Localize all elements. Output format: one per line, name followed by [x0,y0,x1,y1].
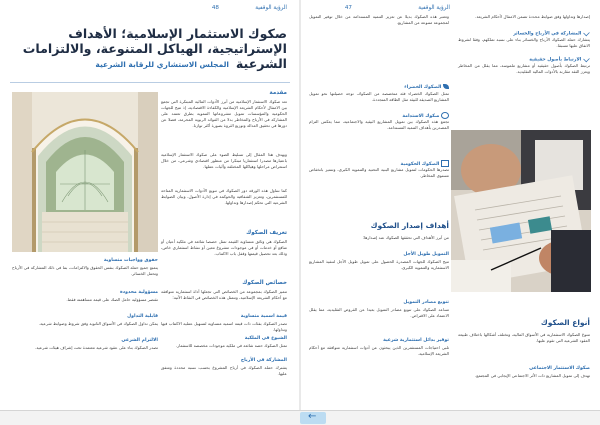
intro-paragraph-1: تعد صكوك الاستثمار الإسلامية من أبرز الأدوات المالية المبتكرة التي تجمع بين الامتثال لأحكام الشريعة الإسلامية والكفاءة الاقتصادية، إذ تتيح للجهات الحكومية والمؤسسات تمويل مشروعاتها التنموية بطرق تعتمد على المشاركة في الأرباح والمخاطر بدلا من الفوائد الربوية المحرمة، فضلا عن دورها في تحقيق العدالة وتوزيع الثروة بصورة أكثر توازنا. [161,99,287,128]
intro-heading: مقدمة [269,90,287,96]
types-heading: أنواع الصكوك [540,318,590,327]
bullet-heading: حقوق وواجبات متساوية [103,258,158,263]
intro-paragraph-3: كما نتناول هذه الورقة دور الصكوك في تنويع الأدوات الاستثمارية المتاحة للمستثمرين، وتعزيز الشفافية والحوكمة في إدارة الأصول، وبيان الضوابط الشرعية التي تحكم إصدارها وتداولها. [161,188,287,205]
bullet-text: تصدر الصكوك بناء على عقود شرعية معتمدة تحت إشراف هيئات شرعية. [35,345,158,350]
col1-item-text: يتشارك حملة الصكوك الأرباح والخسائر بناء على نسبة تملكهم، وفقا لشروط الاتفاق عليها مسبقا. [458,37,590,48]
types-item-heading: صكوك الاستثمار الاجتماعي [529,366,590,371]
characteristics-heading: خصائص الصكوك [242,280,287,286]
bullet-text: يمكن تداول الصكوك في الأسواق الثانوية وفق شروط وضوابط شرعية. [38,321,158,326]
col2-item-text: تصدرها الحكومات لتمويل مشاريع البنية التحتية والتنموية الكبرى، وتتميز بانخفاض مستوى المخاطر. [309,167,449,178]
documents-photo [451,130,591,292]
left-page [0,0,299,410]
definition-paragraph: الصكوك هي وثائق متساوية القيمة تمثل حصصا شائعة في ملكية أعيان أو منافع أو خدمات أو في موجودات مشروع معين أو نشاط استثماري خاص، وذلك بعد تحصيل قيمتها وقفل باب الاكتتاب. [161,239,287,256]
bullet-heading: مسؤولية محدودة [120,290,158,295]
goal-text: تتيح الصكوك للجهات المصدرة الحصول على تمويل طويل الأجل لتنفيذ المشاريع الاستثمارية والتنموية الكبرى. [309,259,449,270]
col1-item-text: ترتبط الصكوك بأصول حقيقية أو مشاريع ملموسة، مما يقلل من المخاطر ويعزز الثقة مقارنة بالأدوات المالية التقليدية. [458,63,590,74]
bullet-heading: الالتزام الشرعي [121,338,158,343]
arrow-left-icon: ← [308,411,317,422]
right-page [301,0,600,410]
bullet-heading: الشيوع في الملكية [244,336,287,341]
types-item-text: تهدف إلى تمويل المشاريع ذات الأثر الاجتماعي الإيجابي في المجتمع. [474,373,590,378]
goal-text: تساعد الصكوك على تنويع مصادر التمويل بعيدا عن القروض التقليدية، مما يقلل الاعتماد على الاقتراض. [309,307,449,318]
definition-heading: تعريف الصكوك [246,230,287,236]
goals-intro: من أبرز الأهداف التي تحققها الصكوك عند إصدارها: [362,235,449,240]
bullet-heading: قيمة اسمية متساوية [240,314,287,319]
mosque-arch-image [12,92,158,252]
col2-item-text: تجمع هذه الصكوك بين تمويل المشاريع البيئية والاجتماعية، مما يعكس التزام المصدرين بأهداف التنمية المستدامة. [309,119,449,130]
page-number: 47 [344,5,352,11]
bullet-text: يتمتع جميع حملة الصكوك بنفس الحقوق والالتزامات، بما في ذلك المشاركة في الأرباح وتحمل الخسائر. [12,265,158,276]
previous-page-button[interactable] [300,412,326,424]
leaf-icon [443,84,449,89]
title-divider [10,82,290,83]
goals-heading: أهداف إصدار الصكوك [370,221,449,230]
characteristics-paragraph: تتميز الصكوك بمجموعة من الخصائص التي تجعلها أداة استثمارية متوافقة مع أحكام الشريعة الإسلامية، وتتمثل هذه الخصائص في النقاط الآتية: [161,289,287,300]
page-number: 48 [211,5,219,11]
article-author: المجلس الاستشاري للرقابة الشرعية [95,60,229,69]
bullet-text: تقتصر مسؤولية حامل الصك على قيمة مساهمته فقط. [66,297,158,302]
bullet-heading: قابلية التداول [127,314,158,319]
page-header-label: الرؤية الوقفية [418,5,450,11]
goal-text: تلبي احتياجات المستثمرين الذين يبحثون عن أدوات استثمارية متوافقة مع أحكام الشريعة الإسلامية. [309,345,449,356]
bullet-text: تمثل الصكوك حصة شائعة في ملكية موجودات مخصصة للاستثمار. [175,343,287,348]
building-icon [441,160,449,167]
viewer-navigation-bar [0,410,600,425]
goal-heading: التمويل طويل الأجل [403,252,449,257]
col1-item-heading: الارتباط بأصول حقيقية [458,56,590,63]
col1-item-heading: المشاركة في الأرباح والخسائر [458,30,590,37]
goal-heading: تنويع مصادر التمويل [403,300,449,305]
bullet-text: تصدر الصكوك بفئات ذات قيمة اسمية متساوية لتسهيل عملية الاكتتاب فيها وتداولها. [161,321,287,332]
check-icon [583,30,589,36]
col2-item-text: تمثل الصكوك الخضراء فئة متخصصة من الصكوك، توجه حصيلتها نحو تمويل المشاريع الصديقة للبيئة مثل الطاقة المتجددة. [309,91,449,102]
types-intro: تتنوع الصكوك الاستثمارية في الأسواق المالية، وتختلف أشكالها باختلاف طبيعة العقود الشرعية التي تقوم عليها. [458,332,590,343]
article-title: صكوك الاستثمار الإسلامية؛ الأهداف الإستراتيجية، الهياكل المتنوعة، والالتزامات الشرعية [22,26,287,71]
check-icon [583,56,589,62]
col2-intro: وتعتبر هذه الصكوك بديلا عن تعزيز التنمية المستدامة من خلال توفير التمويل لمجموعة متنوعة من المشاريع. [309,14,449,25]
goal-heading: توفير بدائل استثمارية شرعية [383,338,449,343]
bullet-heading: المشاركة في الأرباح [240,358,287,363]
intro-paragraph-2: ويهدف هذا المقال إلى تسليط الضوء على صكوك الاستثمار الإسلامية باعتبارها مصدرا استثماريا مبتكرا من منظور اقتصادي وشرعي، من خلال استعراض مراحلها وهياكلها المختلفة وآليات عملها. [161,152,287,169]
page-header-label: الرؤية الوقفية [255,5,287,11]
col2-item-heading: صكوك الاستدامة [309,112,449,119]
col2-item-heading: الصكوك الحكومية [309,160,449,167]
bullet-text: يشترك حملة الصكوك في أرباح المشروع بحسب نسبة محددة ومتفق عليها. [161,365,287,376]
recycle-icon [441,112,449,119]
col1-intro: إصدارها وتداولها وفق ضوابط محددة تضمن الامتثال لأحكام الشريعة. [475,14,590,19]
col2-item-heading: الصكوك الخضراء [309,84,449,90]
